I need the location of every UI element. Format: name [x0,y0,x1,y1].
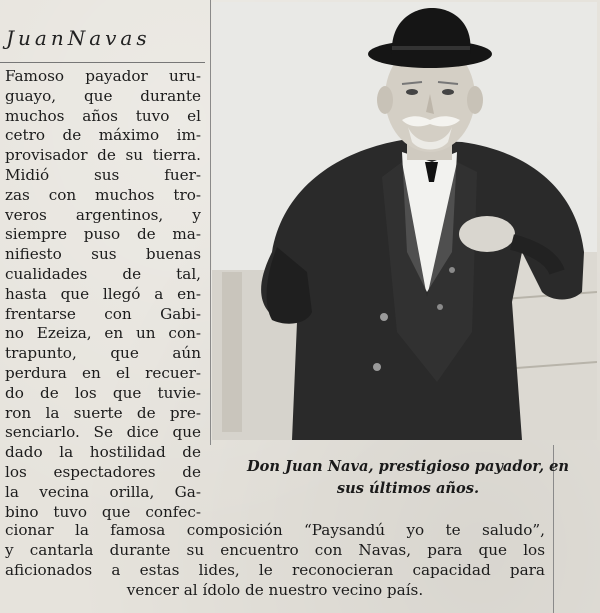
bottom-line: y cantarla durante su encuentro con Navas, para que los [5,541,545,559]
column-line: do de los que tuvie- [5,383,201,402]
caption-line: Don Juan Nava, prestigioso payador, en [246,458,570,475]
column-line: dado la hostilidad de [5,443,201,462]
article-column [5,67,201,522]
article-title: JuanNavas [6,26,151,50]
column-line: nifiesto sus buenas [5,245,201,264]
column-line: Midió sus fuer- [5,165,201,184]
column-line: frentarse con Gabi- [5,304,201,323]
column-line: muchos años tuvo el [5,106,201,125]
column-line: cualidades de tal, [5,264,201,283]
title-divider [0,62,205,63]
column-line: Famoso payador uru- [5,67,201,85]
column-line: los espectadores de [5,462,201,481]
photo-caption [218,456,598,500]
column-line: zas con muchos tro- [5,185,201,204]
photo-left-border [210,0,211,445]
caption-line: sus últimos años. [336,480,480,497]
bottom-line: cionar la famosa composición “Paysandú yo te saludo”, [5,521,545,539]
column-line: cetro de máximo im- [5,126,201,145]
bottom-line: aficionados a estas lides, le reconocieran capacidad para [5,561,545,579]
column-line: trapunto, que aún [5,344,201,363]
article-bottom-text [5,520,545,600]
column-line: ron la suerte de pre- [5,403,201,422]
column-line: la vecina orilla, Ga- [5,482,201,501]
column-line: senciarlo. Se dice que [5,423,201,442]
column-line: siempre puso de ma- [5,225,201,244]
column-line: perdura en el recuer- [5,363,201,382]
bottom-last-line: vencer al ídolo de nuestro vecino país. [126,581,424,599]
portrait-photo [212,2,597,440]
column-line: guayo, que durante [5,86,201,105]
column-line: hasta que llegó a en- [5,284,201,303]
portrait-illustration [212,2,597,440]
column-line: no Ezeiza, en un con- [5,324,201,343]
column-line: veros argentinos, y [5,205,201,224]
column-line: bino tuvo que confec- [5,502,201,521]
column-line: provisador de su tierra. [5,146,201,165]
